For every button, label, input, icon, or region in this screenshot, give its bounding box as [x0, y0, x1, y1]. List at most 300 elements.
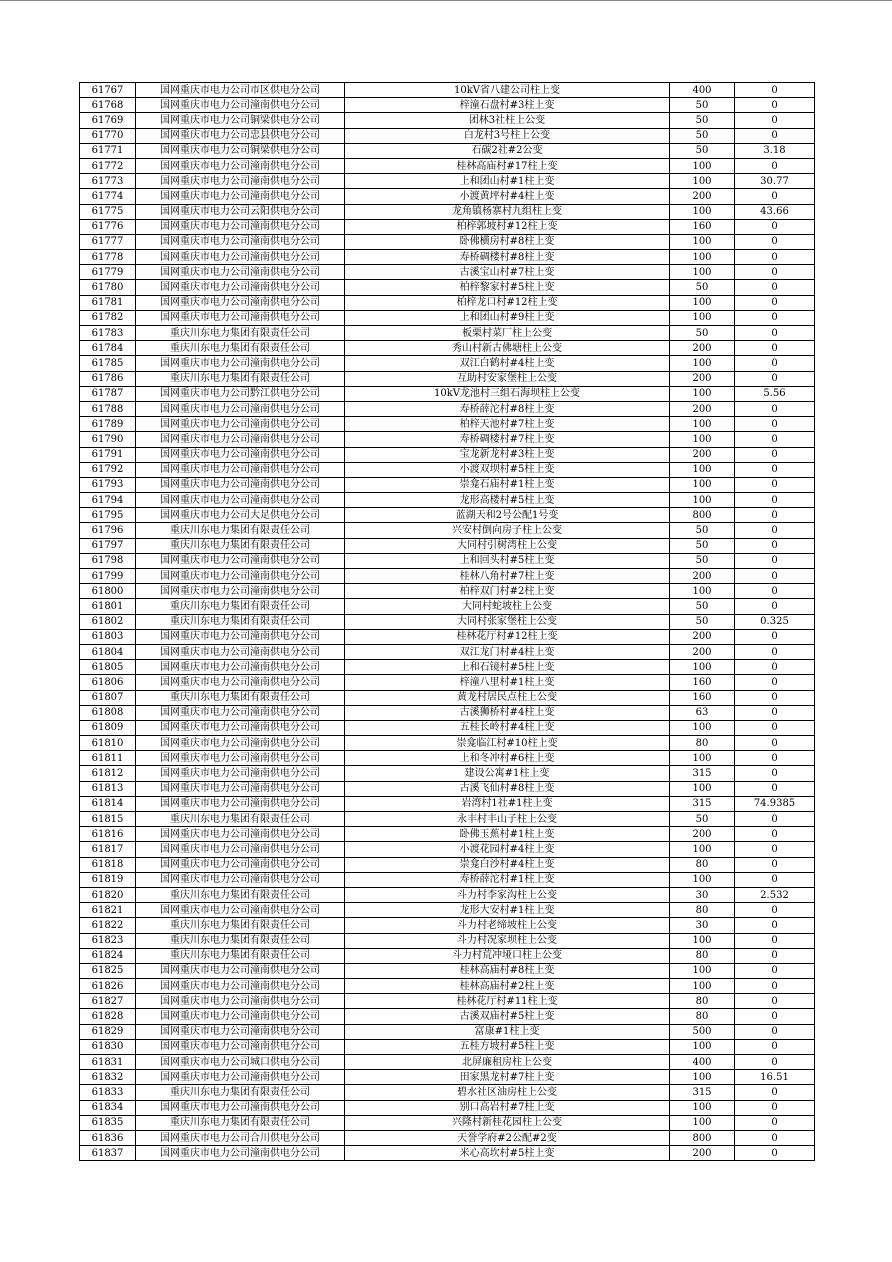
- cell-company: 国网重庆市电力公司潼南供电分公司: [136, 872, 345, 887]
- cell-id: 61769: [80, 113, 136, 128]
- cell-company: 国网重庆市电力公司潼南供电分公司: [136, 174, 345, 189]
- cell-company: 国网重庆市电力公司潼南供电分公司: [136, 1024, 345, 1039]
- cell-transformer-name: 黄龙村居民点柱上公变: [345, 690, 670, 705]
- table-row: [80, 341, 815, 356]
- cell-id: 61809: [80, 720, 136, 735]
- cell-id: 61772: [80, 158, 136, 173]
- cell-company: 国网重庆市电力公司潼南供电分公司: [136, 963, 345, 978]
- cell-id: 61837: [80, 1146, 136, 1161]
- cell-id: 61781: [80, 295, 136, 310]
- cell-value: 0: [735, 158, 815, 173]
- cell-value: 0: [735, 1085, 815, 1100]
- cell-capacity: 100: [670, 310, 735, 325]
- cell-capacity: 100: [670, 158, 735, 173]
- table-row: [80, 508, 815, 523]
- cell-company: 国网重庆市电力公司潼南供电分公司: [136, 629, 345, 644]
- cell-value: 0: [735, 462, 815, 477]
- cell-transformer-name: 上和团山村#9柱上变: [345, 310, 670, 325]
- cell-transformer-name: 寿桥碉楼村#8柱上变: [345, 250, 670, 265]
- cell-transformer-name: 柏梓双门村#2柱上变: [345, 584, 670, 599]
- table-row: [80, 963, 815, 978]
- cell-capacity: 50: [670, 812, 735, 827]
- cell-capacity: 50: [670, 553, 735, 568]
- table-row: [80, 174, 815, 189]
- cell-value: 0: [735, 1146, 815, 1161]
- table-row: [80, 280, 815, 295]
- cell-company: 国网重庆市电力公司潼南供电分公司: [136, 553, 345, 568]
- cell-value: 0: [735, 432, 815, 447]
- cell-id: 61776: [80, 219, 136, 234]
- cell-id: 61792: [80, 462, 136, 477]
- cell-value: 0: [735, 250, 815, 265]
- cell-value: 2.532: [735, 887, 815, 902]
- cell-transformer-name: 田家黑龙村#7柱上变: [345, 1070, 670, 1085]
- cell-company: 国网重庆市电力公司潼南供电分公司: [136, 979, 345, 994]
- cell-capacity: 100: [670, 462, 735, 477]
- cell-capacity: 100: [670, 842, 735, 857]
- cell-capacity: 100: [670, 963, 735, 978]
- table-row: [80, 1115, 815, 1130]
- cell-id: 61767: [80, 83, 136, 98]
- cell-capacity: 50: [670, 113, 735, 128]
- cell-id: 61793: [80, 477, 136, 492]
- cell-transformer-name: 10kV省八建公司柱上变: [345, 83, 670, 98]
- cell-id: 61806: [80, 675, 136, 690]
- table-row: [80, 842, 815, 857]
- cell-value: 0: [735, 963, 815, 978]
- cell-id: 61803: [80, 629, 136, 644]
- cell-company: 国网重庆市电力公司潼南供电分公司: [136, 720, 345, 735]
- cell-capacity: 200: [670, 401, 735, 416]
- cell-value: 0: [735, 508, 815, 523]
- cell-id: 61829: [80, 1024, 136, 1039]
- cell-company: 国网重庆市电力公司潼南供电分公司: [136, 675, 345, 690]
- cell-transformer-name: 桂林高庙村#17柱上变: [345, 158, 670, 173]
- cell-transformer-name: 富康#1柱上变: [345, 1024, 670, 1039]
- cell-transformer-name: 碧水社区油房柱上公变: [345, 1085, 670, 1100]
- cell-capacity: 100: [670, 979, 735, 994]
- cell-transformer-name: 宝龙新龙村#3柱上变: [345, 447, 670, 462]
- cell-transformer-name: 龙形大安村#1柱上变: [345, 903, 670, 918]
- cell-capacity: 100: [670, 356, 735, 371]
- cell-capacity: 200: [670, 1146, 735, 1161]
- cell-id: 61834: [80, 1100, 136, 1115]
- cell-capacity: 50: [670, 326, 735, 341]
- cell-capacity: 100: [670, 477, 735, 492]
- cell-transformer-name: 岩湾村1社#1柱上变: [345, 796, 670, 811]
- cell-transformer-name: 卧佛玉蕉村#1柱上变: [345, 827, 670, 842]
- table-row: [80, 234, 815, 249]
- cell-transformer-name: 柏梓郭坡村#12柱上变: [345, 219, 670, 234]
- cell-capacity: 30: [670, 887, 735, 902]
- cell-transformer-name: 大同村蛇坡柱上公变: [345, 599, 670, 614]
- cell-id: 61788: [80, 401, 136, 416]
- cell-id: 61774: [80, 189, 136, 204]
- cell-company: 重庆川东电力集团有限责任公司: [136, 812, 345, 827]
- cell-transformer-name: 卧佛横房村#8柱上变: [345, 234, 670, 249]
- cell-value: 0: [735, 812, 815, 827]
- cell-id: 61818: [80, 857, 136, 872]
- cell-company: 重庆川东电力集团有限责任公司: [136, 1115, 345, 1130]
- table-row: [80, 128, 815, 143]
- cell-transformer-name: 柏梓天池村#7柱上变: [345, 417, 670, 432]
- cell-value: 0: [735, 720, 815, 735]
- cell-id: 61833: [80, 1085, 136, 1100]
- table-row: [80, 827, 815, 842]
- cell-capacity: 200: [670, 371, 735, 386]
- table-row: [80, 143, 815, 158]
- cell-value: 0: [735, 948, 815, 963]
- cell-id: 61773: [80, 174, 136, 189]
- cell-id: 61790: [80, 432, 136, 447]
- cell-company: 国网重庆市电力公司潼南供电分公司: [136, 827, 345, 842]
- cell-value: 0: [735, 98, 815, 113]
- cell-value: 0: [735, 83, 815, 98]
- cell-capacity: 200: [670, 644, 735, 659]
- cell-company: 国网重庆市电力公司潼南供电分公司: [136, 766, 345, 781]
- cell-company: 国网重庆市电力公司潼南供电分公司: [136, 295, 345, 310]
- cell-company: 国网重庆市电力公司云阳供电分公司: [136, 204, 345, 219]
- cell-value: 0: [735, 918, 815, 933]
- cell-value: 0: [735, 538, 815, 553]
- cell-transformer-name: 上和团山村#1柱上变: [345, 174, 670, 189]
- table-row: [80, 812, 815, 827]
- cell-value: 0: [735, 493, 815, 508]
- cell-capacity: 80: [670, 994, 735, 1009]
- cell-value: 0: [735, 356, 815, 371]
- cell-capacity: 50: [670, 523, 735, 538]
- table-row: [80, 599, 815, 614]
- cell-id: 61835: [80, 1115, 136, 1130]
- cell-transformer-name: 古溪飞仙村#8柱上变: [345, 781, 670, 796]
- cell-transformer-name: 寿桥薛沱村#1柱上变: [345, 872, 670, 887]
- cell-id: 61799: [80, 569, 136, 584]
- cell-company: 国网重庆市电力公司潼南供电分公司: [136, 447, 345, 462]
- cell-company: 重庆川东电力集团有限责任公司: [136, 918, 345, 933]
- table-row: [80, 675, 815, 690]
- cell-company: 重庆川东电力集团有限责任公司: [136, 887, 345, 902]
- cell-transformer-name: 古溪狮桥村#4柱上变: [345, 705, 670, 720]
- cell-capacity: 400: [670, 1055, 735, 1070]
- cell-capacity: 100: [670, 1070, 735, 1085]
- cell-value: 43.66: [735, 204, 815, 219]
- cell-value: 0: [735, 629, 815, 644]
- cell-id: 61812: [80, 766, 136, 781]
- cell-capacity: 800: [670, 508, 735, 523]
- cell-value: 0: [735, 736, 815, 751]
- cell-id: 61824: [80, 948, 136, 963]
- table-row: [80, 1146, 815, 1161]
- cell-value: 0: [735, 584, 815, 599]
- cell-capacity: 50: [670, 599, 735, 614]
- table-row: [80, 979, 815, 994]
- cell-transformer-name: 桂林花厅村#11柱上变: [345, 994, 670, 1009]
- page-top-rule: [0, 0, 892, 1]
- table-row: [80, 538, 815, 553]
- cell-value: 30.77: [735, 174, 815, 189]
- table-row: [80, 1130, 815, 1145]
- cell-capacity: 200: [670, 189, 735, 204]
- cell-id: 61814: [80, 796, 136, 811]
- table-row: [80, 113, 815, 128]
- cell-id: 61808: [80, 705, 136, 720]
- cell-id: 61830: [80, 1039, 136, 1054]
- cell-company: 重庆川东电力集团有限责任公司: [136, 614, 345, 629]
- cell-capacity: 100: [670, 493, 735, 508]
- cell-value: 0: [735, 265, 815, 280]
- cell-value: 0: [735, 326, 815, 341]
- table-row: [80, 933, 815, 948]
- table-row: [80, 447, 815, 462]
- table-row: [80, 326, 815, 341]
- cell-capacity: 50: [670, 614, 735, 629]
- cell-capacity: 160: [670, 690, 735, 705]
- cell-company: 国网重庆市电力公司潼南供电分公司: [136, 660, 345, 675]
- cell-id: 61836: [80, 1130, 136, 1145]
- cell-value: 0: [735, 417, 815, 432]
- table-row: [80, 371, 815, 386]
- cell-company: 国网重庆市电力公司潼南供电分公司: [136, 462, 345, 477]
- cell-company: 国网重庆市电力公司潼南供电分公司: [136, 432, 345, 447]
- table-row: [80, 1100, 815, 1115]
- cell-capacity: 315: [670, 796, 735, 811]
- cell-value: 0: [735, 477, 815, 492]
- cell-capacity: 100: [670, 204, 735, 219]
- cell-id: 61800: [80, 584, 136, 599]
- table-row: [80, 310, 815, 325]
- table-row: [80, 705, 815, 720]
- cell-transformer-name: 崇龛石庙村#1柱上变: [345, 477, 670, 492]
- table-row: [80, 417, 815, 432]
- cell-id: 61816: [80, 827, 136, 842]
- cell-value: 0: [735, 113, 815, 128]
- table-row: [80, 189, 815, 204]
- cell-capacity: 100: [670, 720, 735, 735]
- cell-transformer-name: 龙形高楼村#5柱上变: [345, 493, 670, 508]
- cell-value: 0: [735, 705, 815, 720]
- table-row: [80, 219, 815, 234]
- cell-value: 0: [735, 189, 815, 204]
- cell-transformer-name: 五桂长岭村#4柱上变: [345, 720, 670, 735]
- cell-value: 0: [735, 1039, 815, 1054]
- cell-transformer-name: 石碳2社#2公变: [345, 143, 670, 158]
- cell-capacity: 80: [670, 948, 735, 963]
- cell-company: 国网重庆市电力公司潼南供电分公司: [136, 1039, 345, 1054]
- cell-capacity: 80: [670, 1009, 735, 1024]
- cell-transformer-name: 10kV龙池村三组石海坝柱上公变: [345, 386, 670, 401]
- cell-capacity: 100: [670, 584, 735, 599]
- cell-value: 0: [735, 371, 815, 386]
- cell-capacity: 100: [670, 872, 735, 887]
- cell-value: 0: [735, 766, 815, 781]
- cell-transformer-name: 斗力村荒冲垭口柱上公变: [345, 948, 670, 963]
- cell-capacity: 100: [670, 781, 735, 796]
- cell-company: 国网重庆市电力公司市区供电分公司: [136, 83, 345, 98]
- cell-transformer-name: 双江白鹤村#4柱上变: [345, 356, 670, 371]
- table-row: [80, 493, 815, 508]
- cell-company: 重庆川东电力集团有限责任公司: [136, 1085, 345, 1100]
- cell-transformer-name: 小渡双坝村#5柱上变: [345, 462, 670, 477]
- cell-capacity: 50: [670, 280, 735, 295]
- table-row: [80, 553, 815, 568]
- table-row: [80, 158, 815, 173]
- table-row: [80, 872, 815, 887]
- cell-company: 国网重庆市电力公司潼南供电分公司: [136, 250, 345, 265]
- cell-company: 国网重庆市电力公司潼南供电分公司: [136, 644, 345, 659]
- cell-value: 0: [735, 994, 815, 1009]
- cell-transformer-name: 柏梓黎家村#5柱上变: [345, 280, 670, 295]
- table-row: [80, 903, 815, 918]
- cell-capacity: 50: [670, 143, 735, 158]
- cell-id: 61827: [80, 994, 136, 1009]
- cell-company: 重庆川东电力集团有限责任公司: [136, 326, 345, 341]
- cell-transformer-name: 互助村安家堡柱上公变: [345, 371, 670, 386]
- cell-company: 国网重庆市电力公司潼南供电分公司: [136, 189, 345, 204]
- cell-transformer-name: 梓潼石盘村#3柱上变: [345, 98, 670, 113]
- table-row: [80, 477, 815, 492]
- cell-id: 61817: [80, 842, 136, 857]
- cell-value: 74.9385: [735, 796, 815, 811]
- table-row: [80, 629, 815, 644]
- cell-id: 61825: [80, 963, 136, 978]
- cell-transformer-name: 寿桥碉楼村#7柱上变: [345, 432, 670, 447]
- cell-company: 国网重庆市电力公司潼南供电分公司: [136, 265, 345, 280]
- table-row: [80, 462, 815, 477]
- cell-id: 61828: [80, 1009, 136, 1024]
- cell-capacity: 50: [670, 128, 735, 143]
- cell-company: 国网重庆市电力公司潼南供电分公司: [136, 1100, 345, 1115]
- cell-company: 国网重庆市电力公司潼南供电分公司: [136, 584, 345, 599]
- table-row: [80, 265, 815, 280]
- cell-value: 0: [735, 690, 815, 705]
- table-row: [80, 781, 815, 796]
- cell-transformer-name: 别口高岩村#7柱上变: [345, 1100, 670, 1115]
- cell-company: 国网重庆市电力公司黔江供电分公司: [136, 386, 345, 401]
- cell-value: 0: [735, 599, 815, 614]
- cell-transformer-name: 寿桥薛沱村#8柱上变: [345, 401, 670, 416]
- cell-value: 0: [735, 447, 815, 462]
- cell-transformer-name: 米心高坎村#5柱上变: [345, 1146, 670, 1161]
- cell-transformer-name: 上和石镜村#5柱上变: [345, 660, 670, 675]
- cell-value: 0: [735, 827, 815, 842]
- cell-company: 国网重庆市电力公司潼南供电分公司: [136, 994, 345, 1009]
- cell-transformer-name: 古溪宝山村#7柱上变: [345, 265, 670, 280]
- cell-id: 61775: [80, 204, 136, 219]
- cell-transformer-name: 桂林花厅村#12柱上变: [345, 629, 670, 644]
- cell-company: 国网重庆市电力公司潼南供电分公司: [136, 310, 345, 325]
- cell-transformer-name: 桂林高庙村#2柱上变: [345, 979, 670, 994]
- cell-value: 0: [735, 979, 815, 994]
- cell-company: 国网重庆市电力公司合川供电分公司: [136, 1130, 345, 1145]
- cell-company: 重庆川东电力集团有限责任公司: [136, 523, 345, 538]
- table-row: [80, 918, 815, 933]
- cell-company: 国网重庆市电力公司潼南供电分公司: [136, 781, 345, 796]
- cell-capacity: 100: [670, 295, 735, 310]
- cell-value: 0: [735, 295, 815, 310]
- cell-value: 0: [735, 553, 815, 568]
- cell-id: 61821: [80, 903, 136, 918]
- cell-company: 国网重庆市电力公司潼南供电分公司: [136, 1009, 345, 1024]
- cell-id: 61795: [80, 508, 136, 523]
- cell-value: 0: [735, 1009, 815, 1024]
- cell-id: 61794: [80, 493, 136, 508]
- table-row: [80, 584, 815, 599]
- cell-capacity: 200: [670, 447, 735, 462]
- cell-capacity: 100: [670, 933, 735, 948]
- cell-company: 国网重庆市电力公司潼南供电分公司: [136, 751, 345, 766]
- cell-capacity: 100: [670, 174, 735, 189]
- cell-transformer-name: 五桂方坡村#5柱上变: [345, 1039, 670, 1054]
- cell-value: 0: [735, 842, 815, 857]
- cell-id: 61832: [80, 1070, 136, 1085]
- cell-capacity: 100: [670, 265, 735, 280]
- cell-capacity: 160: [670, 219, 735, 234]
- cell-capacity: 800: [670, 1130, 735, 1145]
- cell-transformer-name: 崇龛白沙村#4柱上变: [345, 857, 670, 872]
- table-row: [80, 720, 815, 735]
- cell-id: 61777: [80, 234, 136, 249]
- table-row: [80, 1009, 815, 1024]
- cell-capacity: 100: [670, 1100, 735, 1115]
- cell-capacity: 80: [670, 903, 735, 918]
- cell-capacity: 100: [670, 234, 735, 249]
- cell-transformer-name: 团林3社柱上公变: [345, 113, 670, 128]
- cell-transformer-name: 大同村张家堡柱上公变: [345, 614, 670, 629]
- table-row: [80, 250, 815, 265]
- cell-transformer-name: 兴安村倒向房子柱上公变: [345, 523, 670, 538]
- cell-company: 国网重庆市电力公司潼南供电分公司: [136, 280, 345, 295]
- table-row: [80, 1085, 815, 1100]
- cell-id: 61822: [80, 918, 136, 933]
- cell-company: 国网重庆市电力公司潼南供电分公司: [136, 842, 345, 857]
- cell-value: 0: [735, 644, 815, 659]
- cell-company: 国网重庆市电力公司潼南供电分公司: [136, 1146, 345, 1161]
- cell-capacity: 100: [670, 1115, 735, 1130]
- cell-id: 61823: [80, 933, 136, 948]
- cell-capacity: 200: [670, 629, 735, 644]
- table-row: [80, 660, 815, 675]
- cell-value: 0: [735, 569, 815, 584]
- cell-transformer-name: 蓝湖天和2号公配1号变: [345, 508, 670, 523]
- cell-company: 重庆川东电力集团有限责任公司: [136, 599, 345, 614]
- cell-capacity: 50: [670, 98, 735, 113]
- cell-value: 0: [735, 903, 815, 918]
- cell-value: 0: [735, 857, 815, 872]
- cell-transformer-name: 北屏廉租房柱上公变: [345, 1055, 670, 1070]
- cell-value: 5.56: [735, 386, 815, 401]
- table-row: [80, 614, 815, 629]
- cell-company: 国网重庆市电力公司潼南供电分公司: [136, 234, 345, 249]
- cell-company: 国网重庆市电力公司忠县供电分公司: [136, 128, 345, 143]
- table-row: [80, 1039, 815, 1054]
- cell-id: 61783: [80, 326, 136, 341]
- cell-company: 重庆川东电力集团有限责任公司: [136, 933, 345, 948]
- table-row: [80, 204, 815, 219]
- cell-value: 3.18: [735, 143, 815, 158]
- cell-company: 国网重庆市电力公司潼南供电分公司: [136, 356, 345, 371]
- cell-capacity: 160: [670, 675, 735, 690]
- cell-id: 61804: [80, 644, 136, 659]
- cell-transformer-name: 兴隆村新桂花园柱上公变: [345, 1115, 670, 1130]
- cell-transformer-name: 古溪双庙村#5柱上变: [345, 1009, 670, 1024]
- cell-transformer-name: 永丰村丰山子柱上公变: [345, 812, 670, 827]
- cell-capacity: 100: [670, 250, 735, 265]
- cell-value: 0: [735, 219, 815, 234]
- table-row: [80, 295, 815, 310]
- cell-transformer-name: 建设公寓#1柱上变: [345, 766, 670, 781]
- table-row: [80, 644, 815, 659]
- cell-id: 61768: [80, 98, 136, 113]
